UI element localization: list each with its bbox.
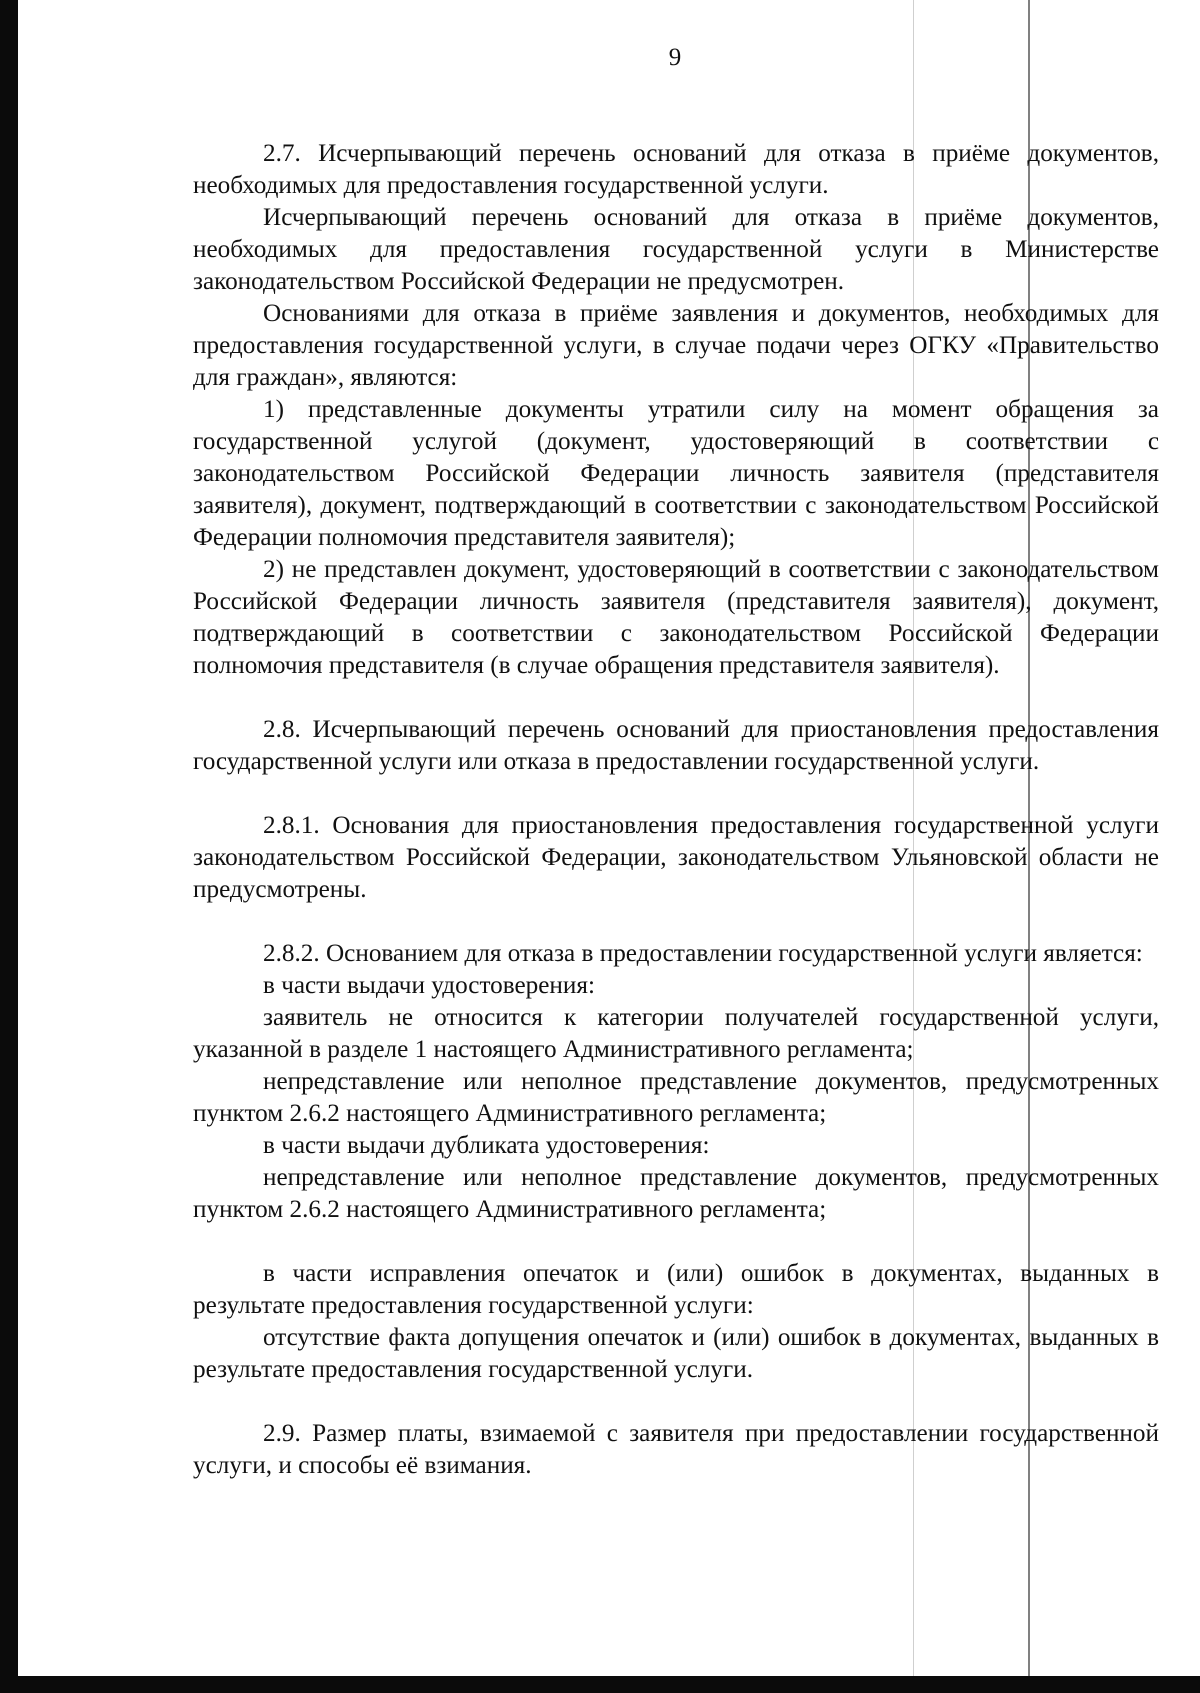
section-2-8-2-certificate-reason-1: заявитель не относится к категории получателей государственной услуги, указанной в разделе 1 настоящего Административного регламента; (193, 1004, 1159, 1063)
section-2-7-text-2: Основаниями для отказа в приёме заявления и документов, необходимых для предоставления государственной услуги, в случае подачи через ОГКУ «Правительство для граждан», являются: (193, 300, 1159, 391)
section-2-7-item-2: 2) не представлен документ, удостоверяющий в соответствии с законодательством Российской Федерации личность заявителя (представителя заявителя), документ, подтверждающий в соответствии с законодательством Российской Федерации полномочия представителя (в случае обращения представителя заявителя). (193, 556, 1159, 679)
section-2-9-heading: 2.9. Размер платы, взимаемой с заявителя при предоставлении государственной услуги, и способы её взимания. (193, 1420, 1159, 1479)
section-2-8-2-duplicate-reason: непредставление или неполное представление документов, предусмотренных пунктом 2.6.2 настоящего Административного регламента; (193, 1164, 1159, 1223)
section-2-8-2-certificate: в части выдачи удостоверения: (263, 972, 595, 999)
section-2-8-2-corrections: в части исправления опечаток и (или) ошибок в документах, выданных в результате предоставления государственной услуги: (193, 1260, 1159, 1319)
section-2-8-2-duplicate: в части выдачи дубликата удостоверения: (263, 1132, 710, 1159)
section-2-7-item-1: 1) представленные документы утратили силу на момент обращения за государственной услугой (документ, удостоверяющий в соответствии с законодательством Российской Федерации личность заявителя (представителя заявителя), документ, подтверждающий в соответствии с законодательством Российской Федерации полномочия представителя заявителя); (193, 396, 1159, 551)
section-2-8-heading: 2.8. Исчерпывающий перечень оснований для приостановления предоставления государственной услуги или отказа в предоставлении государственной услуги. (193, 716, 1159, 775)
section-2-8-1: 2.8.1. Основания для приостановления предоставления государственной услуги законодательством Российской Федерации, законодательством Ульяновской области не предусмотрены. (193, 812, 1159, 903)
section-2-7-text-1: Исчерпывающий перечень оснований для отказа в приёме документов, необходимых для предоставления государственной услуги в Министерстве законодательством Российской Федерации не предусмотрен. (193, 204, 1159, 295)
section-2-8-2-heading: 2.8.2. Основанием для отказа в предоставлении государственной услуги является: (263, 940, 1143, 967)
page-number: 9 (668, 44, 682, 71)
section-2-7-heading: 2.7. Исчерпывающий перечень оснований для отказа в приёме документов, необходимых для предоставления государственной услуги. (193, 140, 1159, 199)
section-2-8-2-certificate-reason-2: непредставление или неполное представление документов, предусмотренных пунктом 2.6.2 настоящего Административного регламента; (193, 1068, 1159, 1127)
scan-border-left (0, 0, 18, 1693)
document-body (193, 138, 1159, 1482)
scan-border-bottom (0, 1676, 1200, 1693)
section-2-8-2-corrections-reason: отсутствие факта допущения опечаток и (или) ошибок в документах, выданных в результате предоставления государственной услуги. (193, 1324, 1159, 1383)
